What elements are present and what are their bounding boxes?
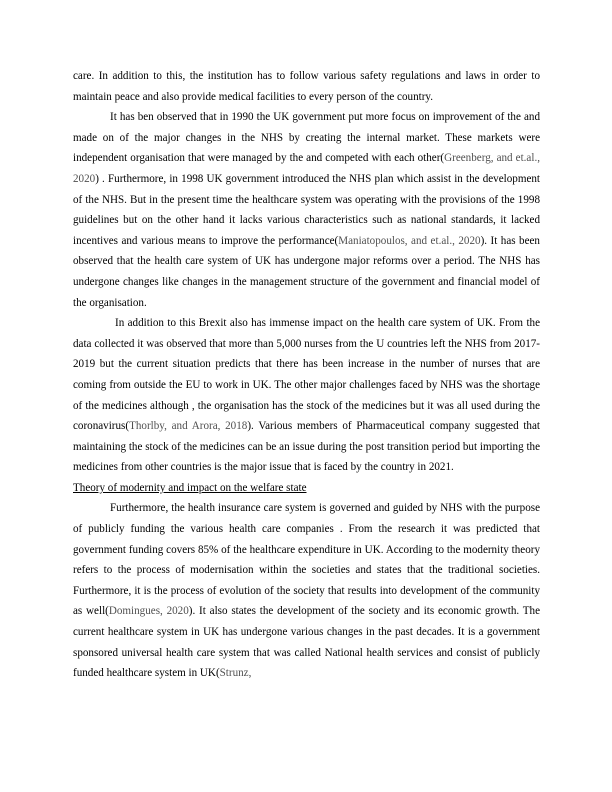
paragraph-1-text: care. In addition to this, the institution has to follow various safety regulations and laws in order to maintain peace and also provide medical facilities to every person of the country. — [73, 70, 540, 103]
citation-domingues: Domingues, 2020 — [108, 605, 189, 618]
paragraph-4 — [73, 498, 540, 683]
paragraph-1 — [73, 66, 540, 107]
body-text — [73, 66, 540, 684]
citation-greenberg: Greenberg, and et.al., 2020 — [73, 152, 540, 185]
citation-maniatopoulos: Maniatopoulos, and et.al., 2020 — [338, 234, 481, 247]
citation-strunz: Strunz, — [219, 667, 252, 680]
paragraph-4-text-b: ). It also states the development of the society and its economic growth. The current healthcare system in UK has undergone various changes in the past decades. It is a government sponsored universal health care system that was called National health services and consist of publicly funded healthcare system in UK( — [73, 605, 540, 680]
paragraph-4-text-a: Furthermore, the health insurance care system is governed and guided by NHS with the purpose of publicly funding the various health care companies . From the research it was predicted that government funding covers 85% of the healthcare expenditure in UK. According to the modernity theory refers to the process of modernisation within the societies and states that the traditional societies. Furthermore, it is the process of evolution of the society that results into development of the community as well( — [73, 502, 540, 618]
paragraph-2-text-a: It has ben observed that in 1990 the UK government put more focus on improvement of the and made on of the major changes in the NHS by creating the internal market. These markets were independent organisation that were managed by the and competed with each other( — [73, 111, 540, 165]
citation-thorlby: Thorlby, and Arora, 2018 — [129, 420, 248, 433]
paragraph-2-text-c: ). It has been observed that the health care system of UK has undergone major reforms over a period. The NHS has undergone changes like changes in the management structure of the government and financial model of the organisation. — [73, 234, 540, 309]
paragraph-3-text-a: In addition to this Brexit also has immense impact on the health care system of UK. From the data collected it was observed that more than 5,000 nurses from the U countries left the NHS from 2017-2019 but the current situation predicts that there has been increase in the number of nurses that are coming from outside the EU to work in UK. The other major challenges faced by NHS was the shortage of the medicines although , the organisation has the stock of the medicines but it was all used during the coronavirus( — [73, 317, 540, 433]
paragraph-2 — [73, 107, 540, 313]
paragraph-2-text-b: ) . Furthermore, in 1998 UK government introduced the NHS plan which assist in the development of the NHS. But in the present time the healthcare system was operating with the provisions of the 1998 guidelines but on the other hand it lacks various characteristics such as national standards, it lacked incentives and various means to improve the performance( — [73, 172, 540, 247]
paragraph-3-text-b: ). Various members of Pharmaceutical company suggested that maintaining the stock of the medicines can be an issue during the post transition period but importing the medicines from other countries is the major issue that is faced by the country in 2021. — [73, 420, 540, 474]
paragraph-3 — [73, 313, 540, 478]
section-heading: Theory of modernity and impact on the welfare state — [73, 481, 307, 494]
